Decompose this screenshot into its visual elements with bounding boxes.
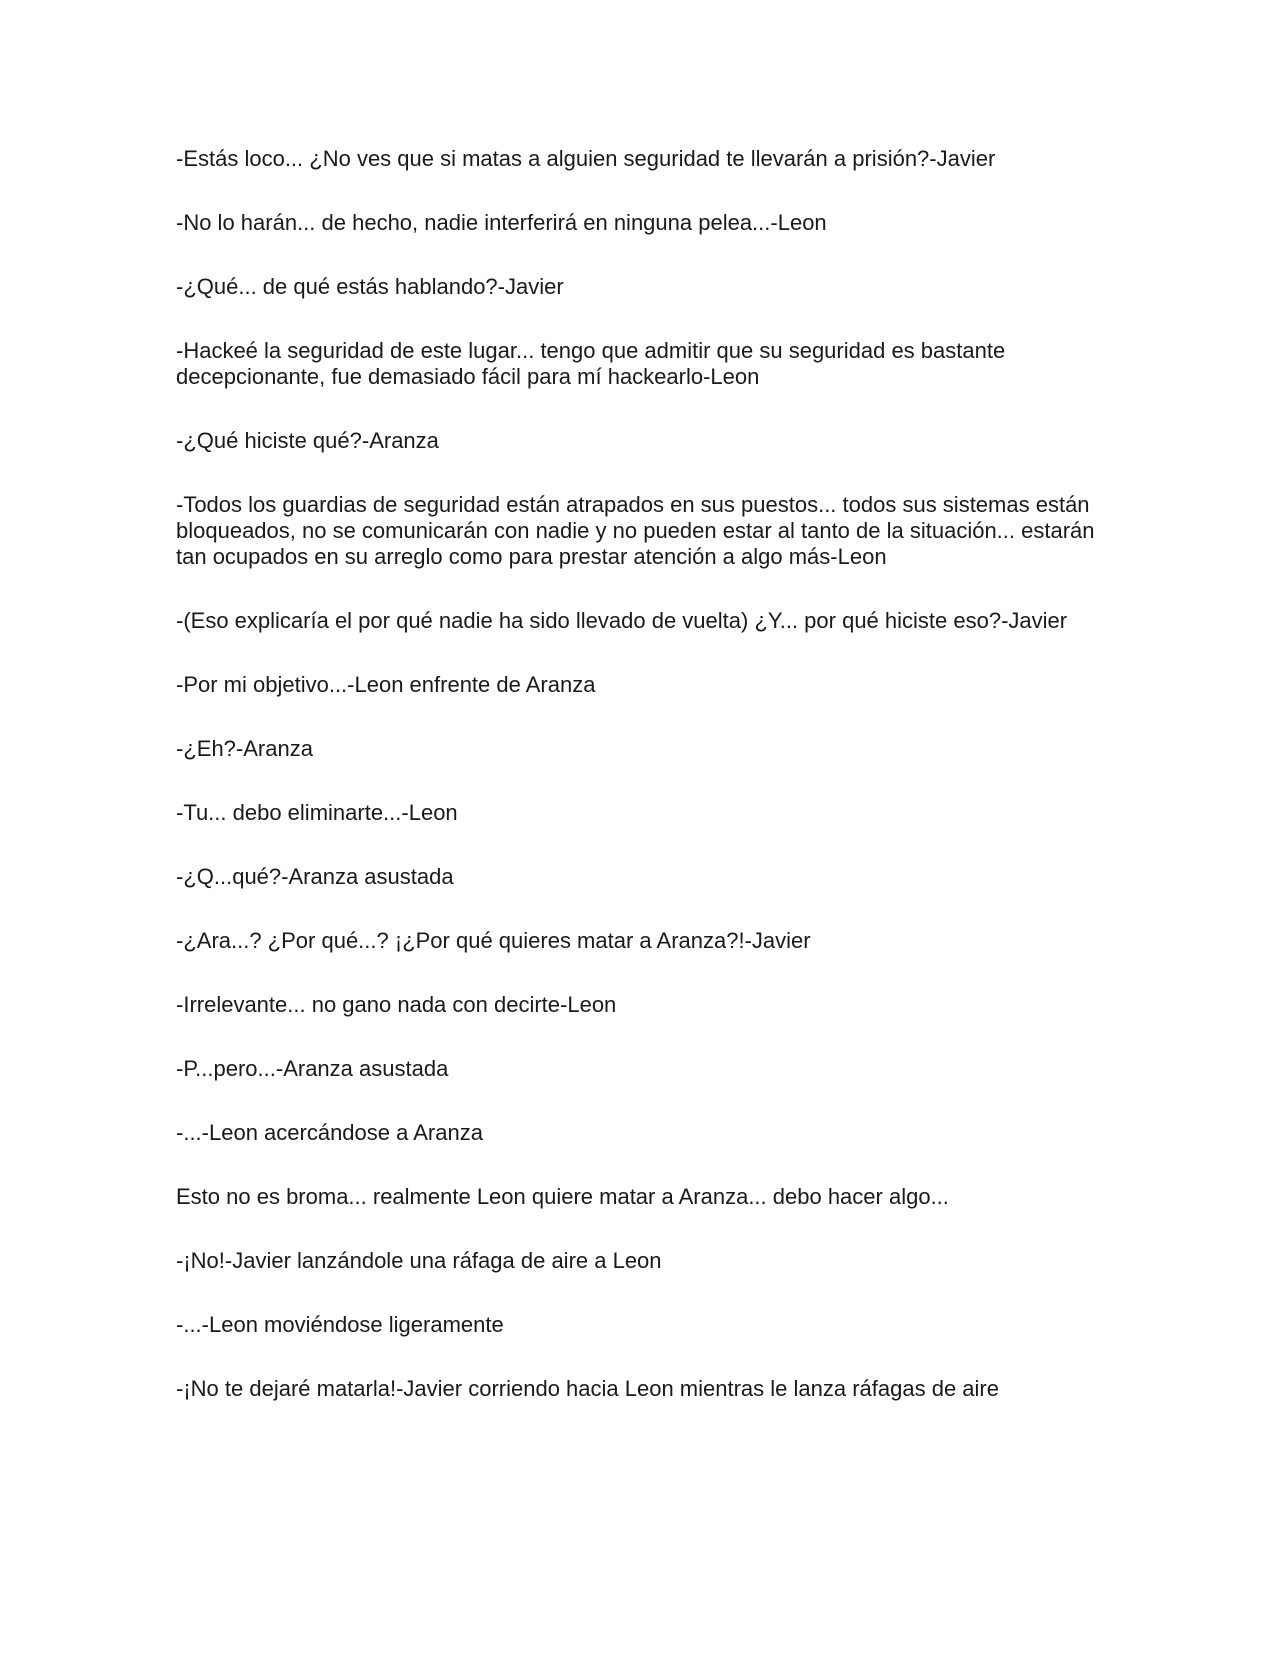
paragraph: -Por mi objetivo...-Leon enfrente de Aranza <box>176 672 596 697</box>
paragraph: -¿Ara...? ¿Por qué...? ¡¿Por qué quieres matar a Aranza?!-Javier <box>176 928 811 953</box>
paragraph: -Todos los guardias de seguridad están atrapados en sus puestos... todos sus sistemas están bloqueados, no se comunicarán con nadie y no pueden estar al tanto de la situación... estarán tan ocupados en su arreglo como para prestar atención a algo más-Leon <box>176 492 1095 569</box>
paragraph: -Estás loco... ¿No ves que si matas a alguien seguridad te llevarán a prisión?-Javier <box>176 146 996 171</box>
paragraph: -...-Leon acercándose a Aranza <box>176 1120 483 1145</box>
paragraph: Esto no es broma... realmente Leon quiere matar a Aranza... debo hacer algo... <box>176 1184 949 1209</box>
paragraph: -No lo harán... de hecho, nadie interferirá en ninguna pelea...-Leon <box>176 210 827 235</box>
paragraph: -...-Leon moviéndose ligeramente <box>176 1312 504 1337</box>
paragraph: -¿Qué... de qué estás hablando?-Javier <box>176 274 564 299</box>
paragraph: -¿Eh?-Aranza <box>176 736 313 761</box>
paragraph: -Hackeé la seguridad de este lugar... tengo que admitir que su seguridad es bastante decepcionante, fue demasiado fácil para mí hackearlo-Leon <box>176 338 1006 389</box>
paragraph: -¡No!-Javier lanzándole una ráfaga de aire a Leon <box>176 1248 662 1273</box>
paragraph: -P...pero...-Aranza asustada <box>176 1056 449 1081</box>
paragraph: -¿Qué hiciste qué?-Aranza <box>176 428 439 453</box>
paragraph: -Tu... debo eliminarte...-Leon <box>176 800 458 825</box>
paragraph: -¡No te dejaré matarla!-Javier corriendo hacia Leon mientras le lanza ráfagas de aire <box>176 1376 999 1401</box>
paragraph: -¿Q...qué?-Aranza asustada <box>176 864 454 889</box>
document-body <box>176 146 1096 1440</box>
paragraph: -(Eso explicaría el por qué nadie ha sido llevado de vuelta) ¿Y... por qué hiciste eso?-Javier <box>176 608 1068 633</box>
paragraph: -Irrelevante... no gano nada con decirte-Leon <box>176 992 617 1017</box>
